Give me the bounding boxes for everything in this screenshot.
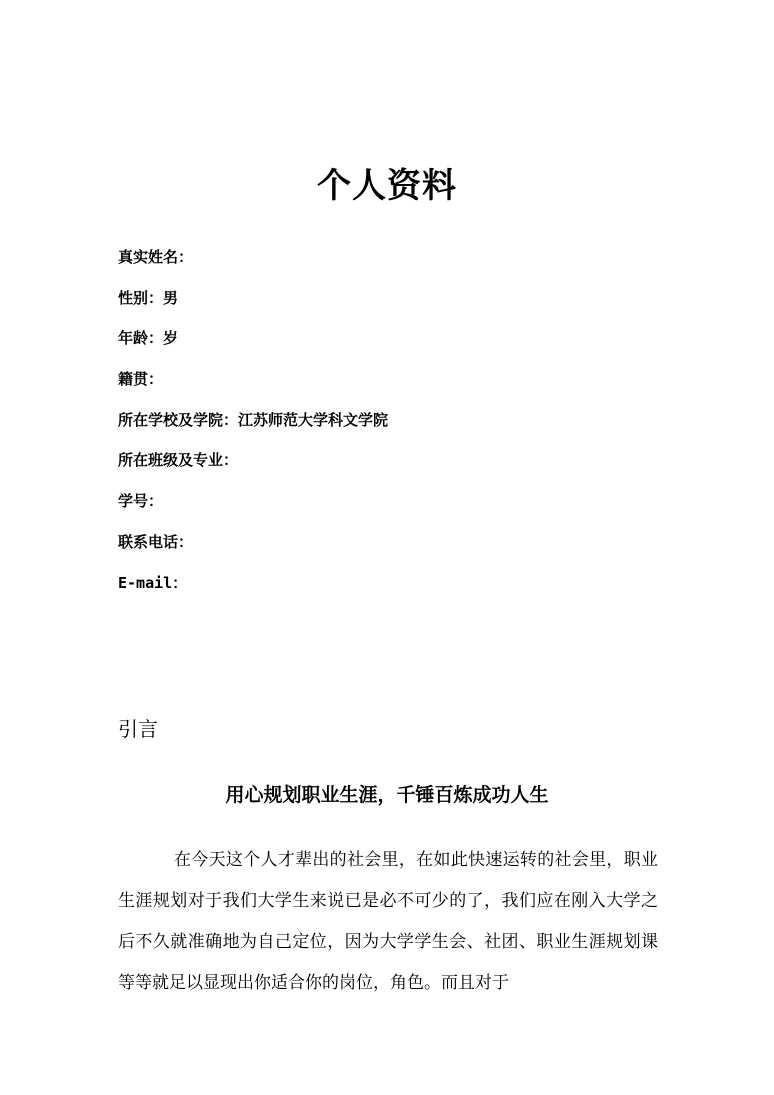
field-label: 所在班级及专业： bbox=[118, 451, 239, 470]
field-student-id bbox=[118, 488, 678, 529]
field-age bbox=[118, 325, 678, 366]
document-title: 个人资料 bbox=[317, 166, 457, 206]
essay-title: 用心规划职业生涯，千锤百炼成功人生 bbox=[225, 784, 549, 806]
field-label: 年龄： bbox=[118, 329, 164, 348]
field-real-name bbox=[118, 244, 678, 285]
section-heading-introduction: 引言 bbox=[118, 717, 158, 741]
field-label: 籍贯： bbox=[118, 370, 164, 389]
field-label: 学号： bbox=[118, 492, 164, 511]
field-phone bbox=[118, 529, 678, 570]
field-value: 男 bbox=[163, 288, 179, 307]
field-label: 所在学校及学院： bbox=[118, 410, 239, 429]
field-email bbox=[118, 570, 678, 611]
field-label: 性别： bbox=[118, 288, 164, 307]
field-label: E-mail： bbox=[118, 573, 188, 592]
field-school-college bbox=[118, 407, 678, 448]
field-value: 岁 bbox=[163, 329, 179, 348]
field-native-place bbox=[118, 366, 678, 407]
body-paragraph: 在今天这个人才辈出的社会里，在如此快速运转的社会里，职业生涯规划对于我们大学生来说已是必不可少的了，我们应在刚入大学之后不久就准确地为自己定位，因为大学学生会、社团、职业生涯规划课等等就足以显现出你适合你的岗位，角色。而且对于 bbox=[118, 850, 658, 993]
personal-info-list bbox=[118, 244, 678, 610]
field-gender bbox=[118, 285, 678, 326]
field-class-major bbox=[118, 447, 678, 488]
field-value: 江苏师范大学科文学院 bbox=[238, 410, 389, 429]
field-label: 联系电话： bbox=[118, 532, 194, 551]
field-label: 真实姓名： bbox=[118, 248, 194, 266]
